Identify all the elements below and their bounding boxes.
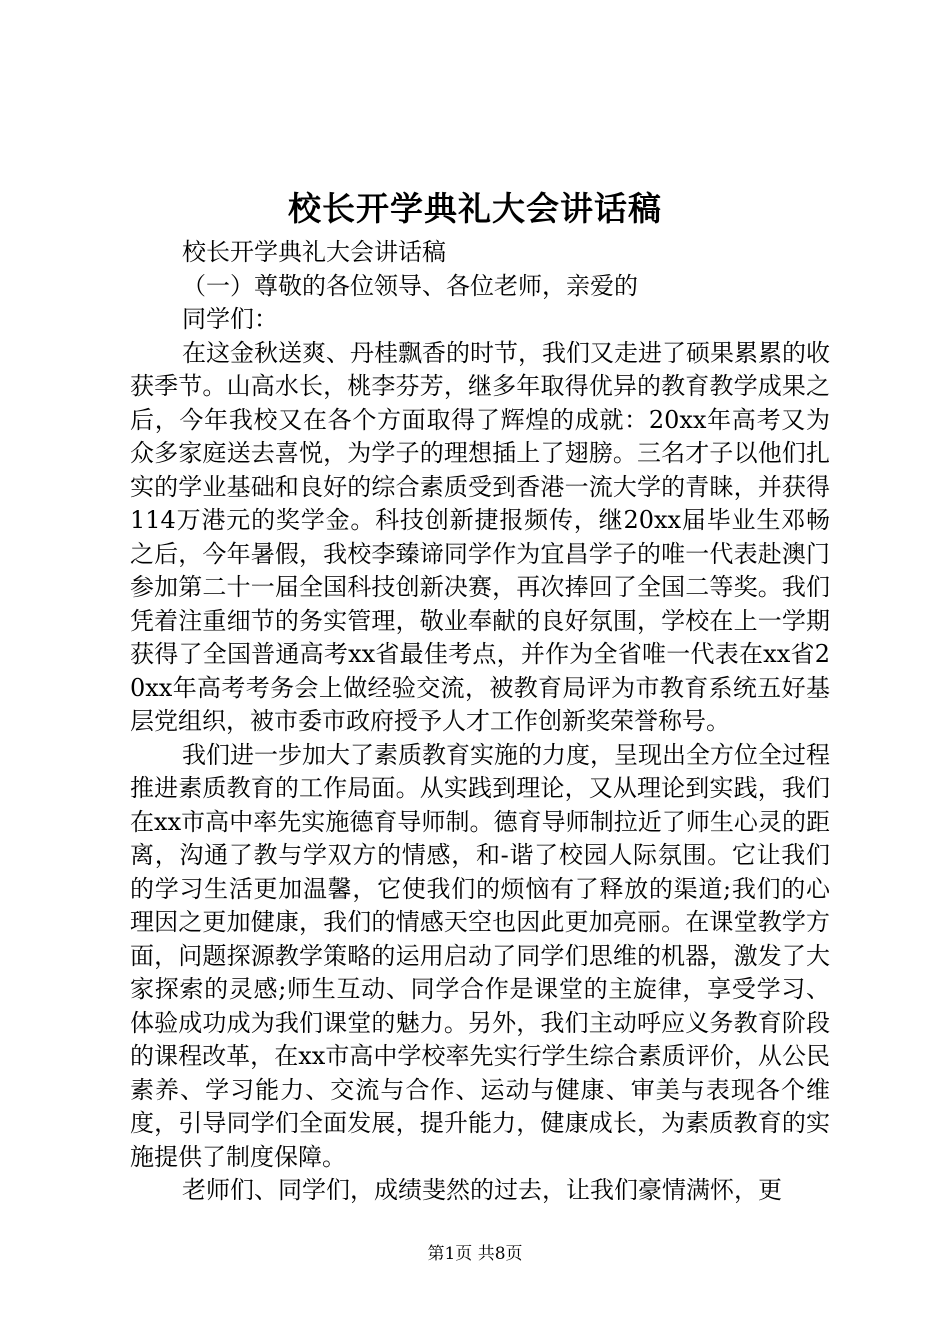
paragraph-closing-start: 老师们、同学们，成绩斐然的过去，让我们豪情满怀，更 [182, 1176, 782, 1204]
document-body [130, 236, 830, 1208]
salutation-line-cont: 同学们： [182, 305, 278, 333]
paragraph-achievements: 在这金秋送爽、丹桂飘香的时节，我们又走进了硕果累累的收获季节。山高水长，桃李芬芳，继多年取得优异的教育教学成果之后，今年我校又在各个方面取得了辉煌的成就：20xx年高考又为众多家庭送去喜悦，为学子的理想插上了翅膀。三名才子以他们扎实的学业基础和良好的综合素质受到香港一流大学的青睐，并获得114万港元的奖学金。科技创新捷报频传，继20xx届毕业生邓畅之后，今年暑假，我校李臻谛同学作为宜昌学子的唯一代表赴澳门参加第二十一届全国科技创新决赛，再次捧回了全国二等奖。我们凭着注重细节的务实管理，敬业奉献的良好氛围，学校在上一学期获得了全国普通高考xx省最佳考点，并作为全省唯一代表在xx省20xx年高考考务会上做经验交流，被教育局评为市教育系统五好基层党组织，被市委市政府授予人才工作创新奖荣誉称号。 [130, 338, 830, 735]
subtitle-line: 校长开学典礼大会讲话稿 [182, 238, 446, 266]
page-footer: 第1页 共8页 [427, 1244, 523, 1264]
salutation-line: （一）尊敬的各位领导、各位老师，亲爱的 [182, 271, 638, 300]
paragraph-quality-education: 我们进一步加大了素质教育实施的力度，呈现出全方位全过程推进素质教育的工作局面。从实践到理论，又从理论到实践，我们在xx市高中率先实施德育导师制。德育导师制拉近了师生心灵的距离，沟通了教与学双方的情感，和-谐了校园人际氛围。它让我们的学习生活更加温馨，它使我们的烦恼有了释放的渠道;我们的心理因之更加健康，我们的情感天空也因此更加亮丽。在课堂教学方面，问题探源教学策略的运用启动了同学们思维的机器，激发了大家探索的灵感;师生互动、同学合作是课堂的主旋律，享受学习、体验成功成为我们课堂的魅力。另外，我们主动呼应义务教育阶段的课程改革，在xx市高中学校率先实行学生综合素质评价，从公民素养、学习能力、交流与合作、运动与健康、审美与表现各个维度，引导同学们全面发展，提升能力，健康成长，为素质教育的实施提供了制度保障。 [130, 740, 830, 1171]
document-title: 校长开学典礼大会讲话稿 [288, 189, 662, 228]
